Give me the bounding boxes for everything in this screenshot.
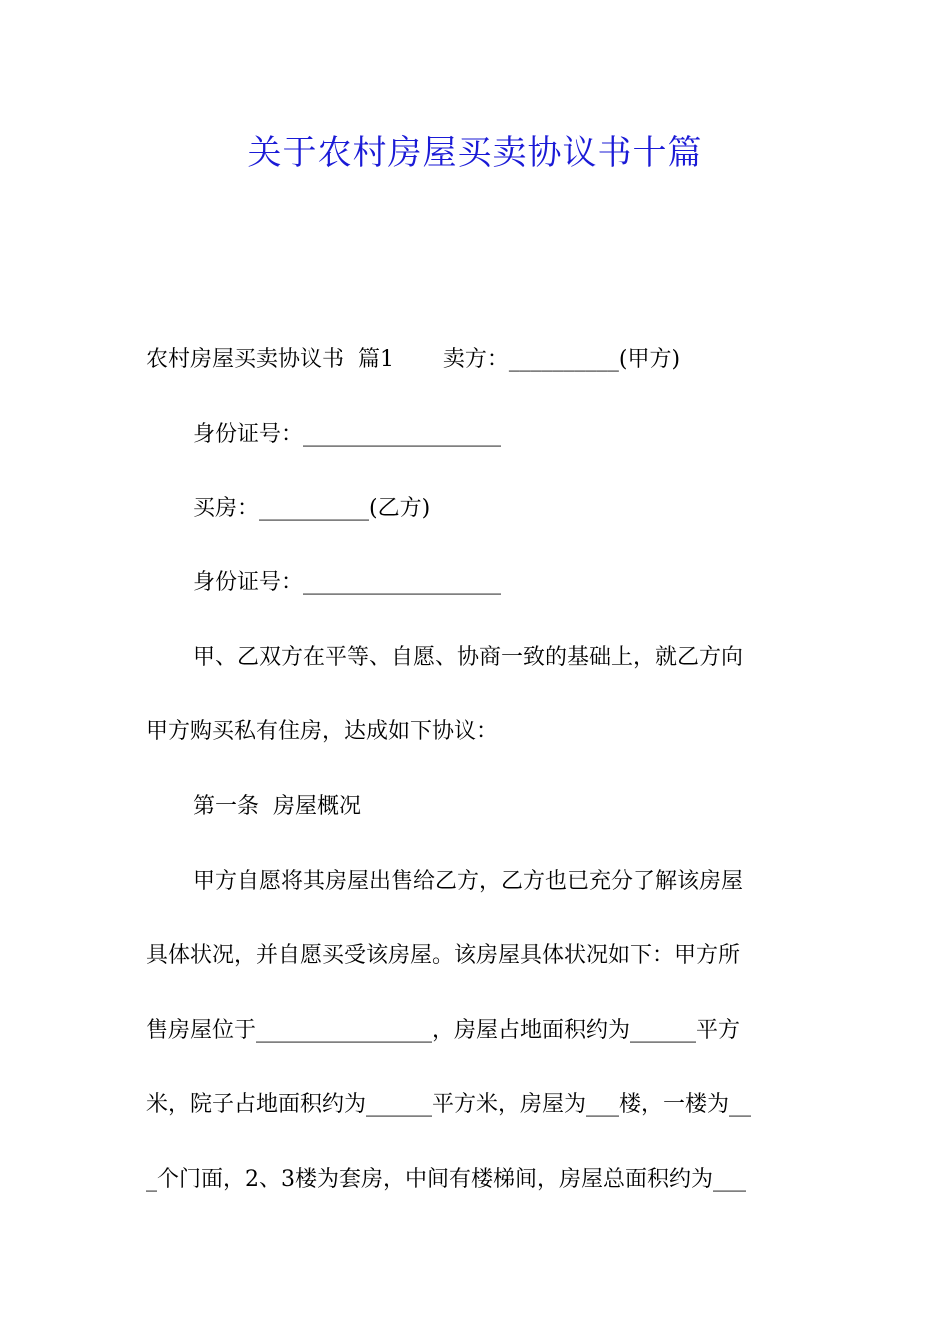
document-title: 关于农村房屋买卖协议书十篇 xyxy=(247,133,703,173)
paragraph-line-1: 农村房屋买卖协议书 篇1 卖方：__________(甲方) xyxy=(146,347,681,372)
paragraph-line-8: 甲方自愿将其房屋出售给乙方，乙方也已充分了解该房屋 xyxy=(193,869,744,894)
paragraph-line-6: 甲方购买私有住房，达成如下协议： xyxy=(146,719,499,744)
paragraph-line-3: 买房：__________(乙方) xyxy=(193,496,431,521)
paragraph-line-2: 身份证号：__________________ xyxy=(193,422,502,447)
paragraph-line-10: 售房屋位于________________，房屋占地面积约为______平方 xyxy=(146,1018,741,1043)
section-heading: 第一条 房屋概况 xyxy=(193,794,361,819)
paragraph-line-11: 米，院子占地面积约为______平方米，房屋为___楼，一楼为__ xyxy=(146,1092,752,1117)
paragraph-line-5: 甲、乙双方在平等、自愿、协商一致的基础上，就乙方向 xyxy=(193,645,744,670)
paragraph-line-4: 身份证号：__________________ xyxy=(193,570,502,595)
paragraph-line-9: 具体状况，并自愿买受该房屋。该房屋具体状况如下：甲方所 xyxy=(146,943,741,968)
paragraph-line-12: _个门面，2、3楼为套房，中间有楼梯间，房屋总面积约为___ xyxy=(146,1167,746,1192)
